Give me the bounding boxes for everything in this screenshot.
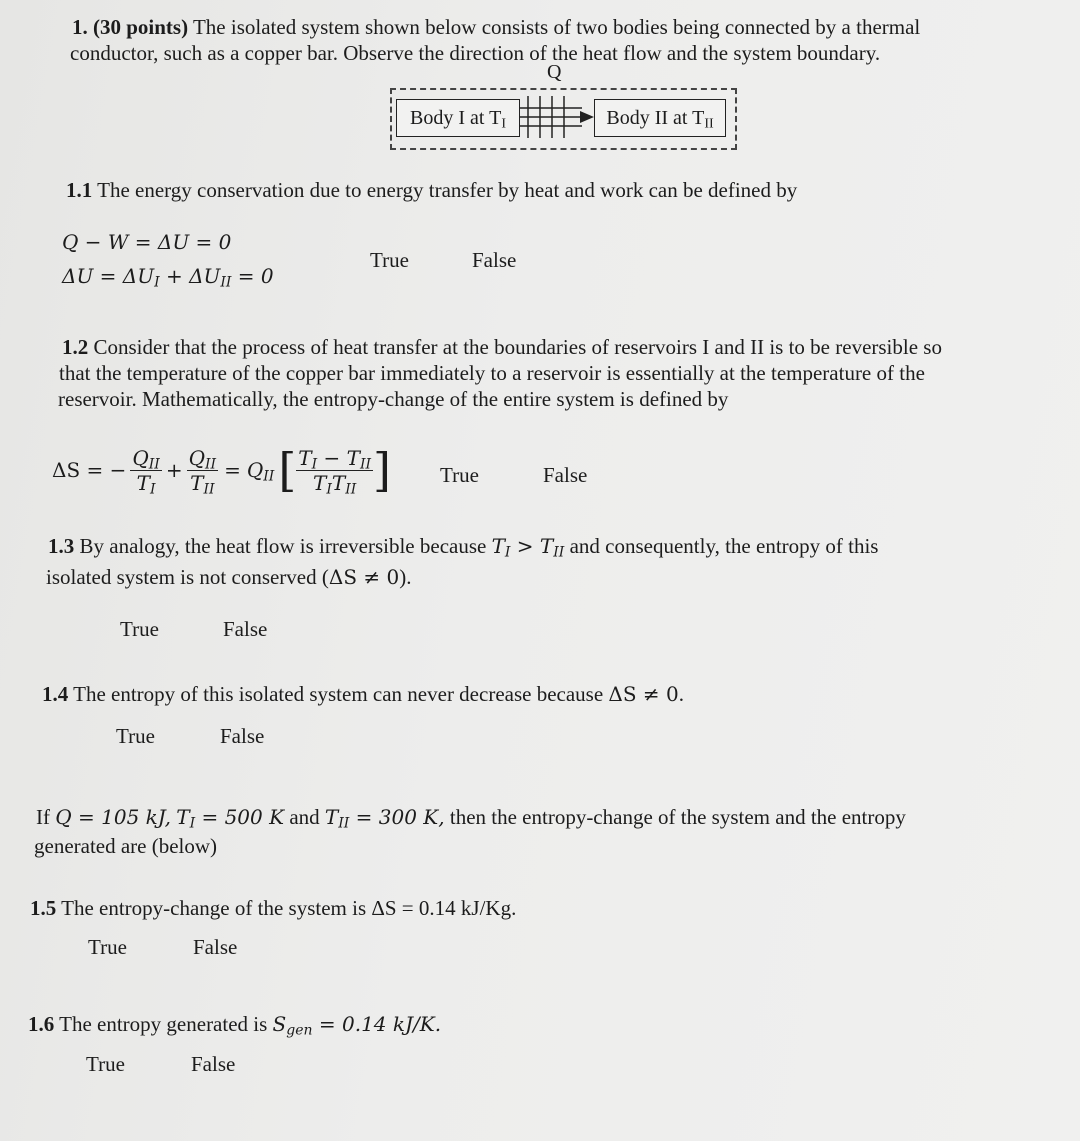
problem-header-line2: conductor, such as a copper bar. Observe the direction of the heat flow and the system boundary.	[70, 41, 881, 65]
q1-1-true-option[interactable]: True	[370, 248, 409, 272]
q1-5-false-option[interactable]: False	[193, 935, 238, 959]
q1-3-line2: isolated system is not conserved (ΔS ≠ 0).	[46, 565, 412, 589]
q1-4-false-option[interactable]: False	[220, 724, 265, 748]
fraction-q-over-t2: $\frac{Q_{II}}{T_{II}}$	[188, 445, 217, 497]
q1-2-true-option[interactable]: True	[440, 463, 479, 487]
q1-3-false-option[interactable]: False	[223, 617, 268, 641]
q1-2-line1: 1.2 Consider that the process of heat transfer at the boundaries of reservoirs I and II is to be reversible so	[62, 335, 942, 359]
body-2-label: Body II at T	[606, 107, 705, 129]
q1-1-text: The energy conservation due to energy transfer by heat and work can be defined by	[97, 178, 798, 202]
q1-2-line2: that the temperature of the copper bar immediately to a reservoir is essentially at the temperature of the	[59, 361, 925, 385]
q1-1-equation-1: Q − W = ΔU = 0	[62, 230, 232, 254]
given-values-line2: generated are (below)	[34, 834, 218, 858]
q1-4-statement: 1.4 The entropy of this isolated system can never decrease because ΔS ≠ 0.	[42, 682, 685, 706]
q1-1-number: 1.1	[66, 178, 93, 202]
q1-4-true-option[interactable]: True	[116, 724, 155, 748]
problem-points: (30 points)	[93, 15, 189, 39]
q1-1-equation-2: $\Delta U = \Delta U_I + \Delta U_{II} = 0$	[62, 264, 274, 291]
body-1-label: Body I at T	[410, 107, 502, 129]
fraction-temperature-difference: $\frac{T_I - T_{II}}{T_IT_{II}}$	[298, 445, 372, 497]
q1-3-line1: 1.3 By analogy, the heat flow is irreversible because $T_I > T_{II}$ and consequently, the entropy of this	[48, 534, 879, 561]
q1-6-true-option[interactable]: True	[86, 1052, 125, 1076]
copper-bar-conductor	[520, 96, 595, 138]
q1-3-true-option[interactable]: True	[120, 617, 159, 641]
fraction-q-over-t1: $\frac{Q_{II}}{T_I}$	[132, 445, 160, 497]
body-2-box: Body II at $T_{II}$	[594, 99, 726, 137]
q1-2-false-option[interactable]: False	[543, 463, 588, 487]
heat-flow-arrow-icon	[580, 111, 594, 123]
q1-5-true-option[interactable]: True	[88, 935, 127, 959]
q1-3-condition: $T_I > T_{II}$	[491, 534, 565, 561]
q1-2-line3: reservoir. Mathematically, the entropy-change of the entire system is defined by	[58, 387, 729, 411]
q1-6-false-option[interactable]: False	[191, 1052, 236, 1076]
q1-1-statement	[66, 177, 797, 203]
q1-1-false-option[interactable]: False	[472, 248, 517, 272]
q1-4-number: 1.4	[42, 682, 69, 706]
body-1-box: Body I at $T_I$	[396, 99, 520, 137]
q1-2-number: 1.2	[62, 335, 89, 359]
q1-2-entropy-equation: ΔS = − $\frac{Q_{II}}{T_I}$ + $\frac{Q_{II}}{T_{II}}$ = $Q_{II}$ [ $\frac{T_I - T_{II}}{T_IT_{II}}$ ]	[52, 443, 391, 497]
problem-header-line1	[72, 14, 920, 40]
given-values-line1: If Q = 105 kJ, $T_I = 500$ K and $T_{II} = 300$ K, then the entropy-change of the system and the entropy	[36, 805, 906, 832]
q1-6-statement: 1.6 The entropy generated is $S_{gen} = 0.14$ kJ/K.	[28, 1012, 442, 1039]
q1-3-number: 1.3	[48, 534, 75, 558]
problem-intro-text: The isolated system shown below consists of two bodies being connected by a thermal	[192, 15, 921, 39]
problem-number: 1.	[72, 15, 88, 39]
q1-6-number: 1.6	[28, 1012, 55, 1036]
q1-5-statement: 1.5 The entropy-change of the system is ΔS = 0.14 kJ/Kg.	[30, 896, 517, 920]
q1-5-number: 1.5	[30, 896, 57, 920]
heat-flow-label: Q	[547, 61, 562, 83]
